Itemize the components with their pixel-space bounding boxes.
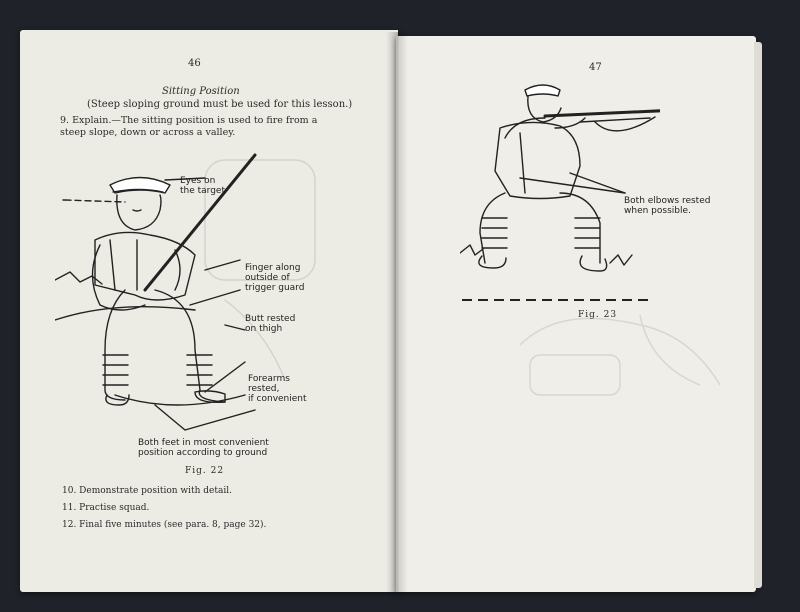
label-forearms-rested: Forearms rested, if convenient xyxy=(248,374,307,404)
bleed-through-ghost xyxy=(500,285,740,425)
label-finger-trigger-guard: Finger along outside of trigger guard xyxy=(245,263,305,293)
item-10: 10. Demonstrate position with detail. xyxy=(62,486,232,496)
left-page-number: 46 xyxy=(188,58,201,69)
label-both-elbows: Both elbows rested when possible. xyxy=(624,196,711,216)
figure-23-caption: Fig. 23 xyxy=(578,310,618,320)
page-edges xyxy=(754,42,762,588)
lesson-note: (Steep sloping ground must be used for this lesson.) xyxy=(87,99,353,110)
figure-23-illustration xyxy=(460,78,660,288)
figure-22-caption: Fig. 22 xyxy=(185,466,225,476)
para-9-line-1: 9. Explain.—The sitting position is used to fire from a xyxy=(60,115,318,126)
item-12: 12. Final five minutes (see para. 8, page 32). xyxy=(62,520,267,530)
label-butt-on-thigh: Butt rested on thigh xyxy=(245,314,296,334)
label-both-feet: Both feet in most convenient position according to ground xyxy=(138,438,269,458)
right-page-number: 47 xyxy=(589,62,602,73)
book-spine xyxy=(386,32,408,592)
item-11: 11. Practise squad. xyxy=(62,503,150,513)
section-title: Sitting Position xyxy=(162,86,240,97)
para-9-line-2: steep slope, down or across a valley. xyxy=(60,127,236,138)
label-eyes-on-target: Eyes on the target xyxy=(180,176,225,196)
